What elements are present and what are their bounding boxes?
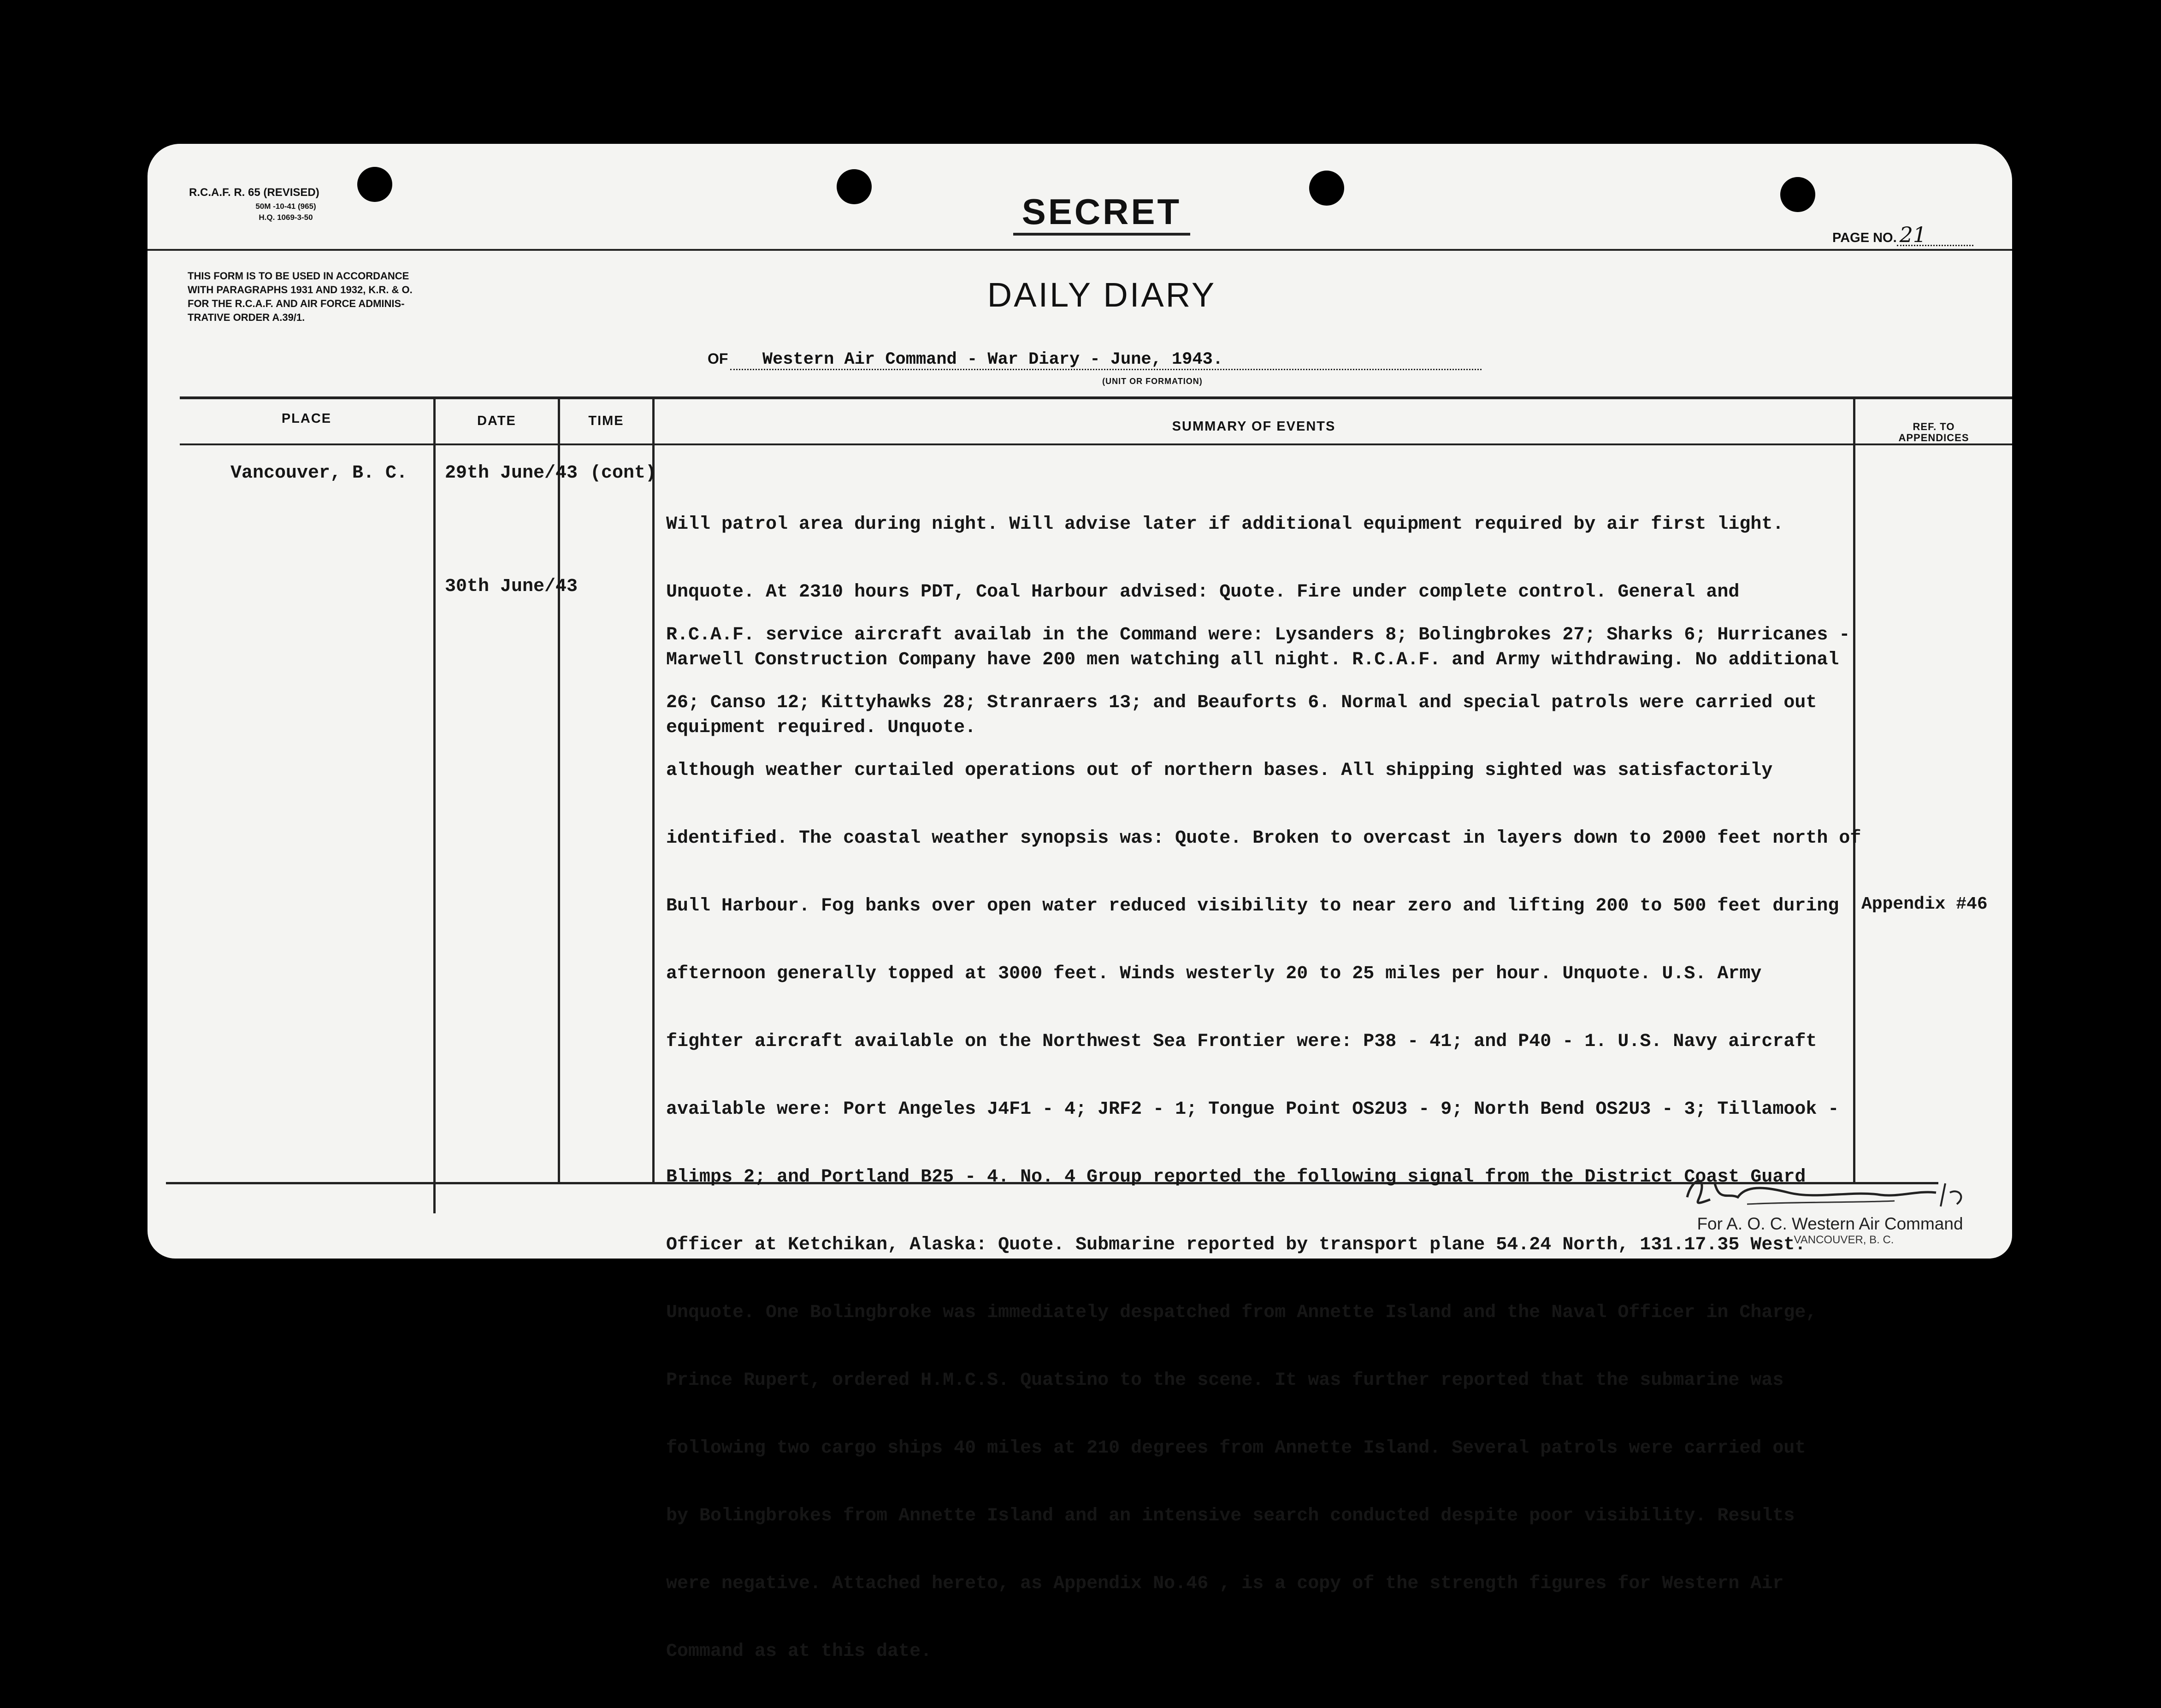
diary-page [148,144,2012,1662]
time-column-rule [558,397,560,1183]
entry-1-summary-line: Marwell Construction Company have 200 men watching all night. R.C.A.F. and Army withdrawing. No additional [666,650,1839,670]
punch-hole-3 [1309,171,1344,206]
form-code [189,186,383,222]
page-title: DAILY DIARY [987,276,1216,314]
unit-caption: (UNIT OR FORMATION) [1102,377,1203,386]
entry-2-summary-line: fighter aircraft available on the Northwest Sea Frontier were: P38 - 41; and P40 - 1. U.S. Navy aircraft [666,1031,1817,1052]
page-number-field [1832,222,1973,247]
column-header-ref-line-1: REF. TO [1913,421,1955,432]
entry-2-summary-line: Bull Harbour. Fog banks over open water reduced visibility to near zero and lifting 200 to 500 feet during [666,896,1839,916]
entry-2-summary-line: Command as at this date. [666,1641,932,1662]
instruction-line-3: FOR THE R.C.A.F. AND AIR FORCE ADMINIS- [188,298,405,309]
column-header-date: DATE [477,414,516,428]
entry-1-time: (cont) [590,463,657,484]
entry-2-summary-line: Unquote. One Bolingbroke was immediately despatched from Annette Island and the Naval Officer in Charge, [666,1302,1817,1323]
entry-2-summary-line: by Bolingbrokes from Annette Island and an intensive search conducted despite poor visibility. Results [666,1506,1795,1526]
handwritten-signature [1678,1165,1973,1216]
page-number-label: PAGE NO. [1832,230,1897,245]
entry-2-summary-line: Prince Rupert, ordered H.M.C.S. Quatsino to the scene. It was further reported that the submarine was [666,1370,1784,1391]
form-code-line-2: 50M -10-41 (965) [255,202,316,211]
entry-2-summary-line: R.C.A.F. service aircraft availab in the Command were: Lysanders 8; Bolingbrokes 27; Sharks 6; Hurricanes - [666,625,1850,645]
signature-line-1: For A. O. C. Western Air Command [1697,1214,1963,1233]
unit-field [708,350,1482,370]
form-code-line-3: H.Q. 1069-3-50 [259,213,313,222]
column-header-ref [1855,421,2012,443]
entry-2-summary-line: available were: Port Angeles J4F1 - 4; JRF2 - 1; Tongue Point OS2U3 - 9; North Bend OS2U3 - 3; Tillamook - [666,1099,1839,1120]
entry-2-summary-line: identified. The coastal weather synopsis was: Quote. Broken to overcast in layers down to 2000 feet north of [666,828,1861,849]
entry-2-summary-line: Blimps 2; and Portland B25 - 4. No. 4 Group reported the following signal from the District Coast Guard [666,1167,1806,1188]
column-header-place: PLACE [281,411,332,426]
instruction-line-4: TRATIVE ORDER A.39/1. [188,312,305,323]
punch-hole-4 [1780,177,1815,212]
entry-2-summary-line: were negative. Attached hereto, as Appendix No.46 , is a copy of the strength figures for Western Air [666,1573,1784,1594]
summary-column-rule [652,397,655,1183]
table-top-rule [180,396,2012,399]
entry-1-place: Vancouver, B. C. [230,463,408,484]
date-column-rule [433,397,436,1213]
entry-1-date: 29th June/43 [445,463,578,484]
header-rule [148,249,2012,251]
instruction-line-2: WITH PARAGRAPHS 1931 AND 1932, K.R. & O. [188,284,413,296]
classification-text: SECRET [1021,191,1182,232]
signature-block [1669,1214,1991,1247]
form-instructions [188,269,413,325]
entry-2-summary-line: following two cargo ships 40 miles at 210 degrees from Annette Island. Several patrols were carried out [666,1438,1806,1459]
page-number-value: 21 [1897,225,1973,246]
entry-2-date: 30th June/43 [445,576,578,597]
entry-2-summary-line: 26; Canso 12; Kittyhawks 28; Stranraers 13; and Beauforts 6. Normal and special patrols were carried out [666,692,1817,713]
entry-2-appendix-ref: Appendix #46 [1861,894,1988,914]
unit-value: Western Air Command - War Diary - June, 1943. [730,350,1482,370]
classification-stamp [1005,191,1199,236]
signature-line-2: VANCOUVER, B. C. [1794,1234,1894,1246]
punch-hole-2 [837,169,872,204]
column-header-time: TIME [588,414,624,428]
entry-1-summary-line: Will patrol area during night. Will advise later if additional equipment required by air first light. [666,514,1784,535]
entry-2-summary [666,579,1861,1708]
entry-1-summary-line: equipment required. Unquote. [666,717,976,738]
column-header-ref-line-2: APPENDICES [1898,432,1969,443]
unit-label: OF [708,350,728,367]
column-header-summary: SUMMARY OF EVENTS [1172,419,1336,434]
table-header-rule [180,443,2012,445]
form-code-line-1: R.C.A.F. R. 65 (REVISED) [189,186,319,199]
instruction-line-1: THIS FORM IS TO BE USED IN ACCORDANCE [188,270,409,282]
entry-2-summary-line: although weather curtailed operations out of northern bases. All shipping sighted was satisfactorily [666,760,1773,781]
entry-2-summary-line: afternoon generally topped at 3000 feet. Winds westerly 20 to 25 miles per hour. Unquote. U.S. Army [666,963,1762,984]
entry-1-summary-line: Unquote. At 2310 hours PDT, Coal Harbour advised: Quote. Fire under complete control. General and [666,582,1740,603]
entry-2-summary-line: Officer at Ketchikan, Alaska: Quote. Submarine reported by transport plane 54.24 North, 131.17.35 West. [666,1235,1806,1255]
